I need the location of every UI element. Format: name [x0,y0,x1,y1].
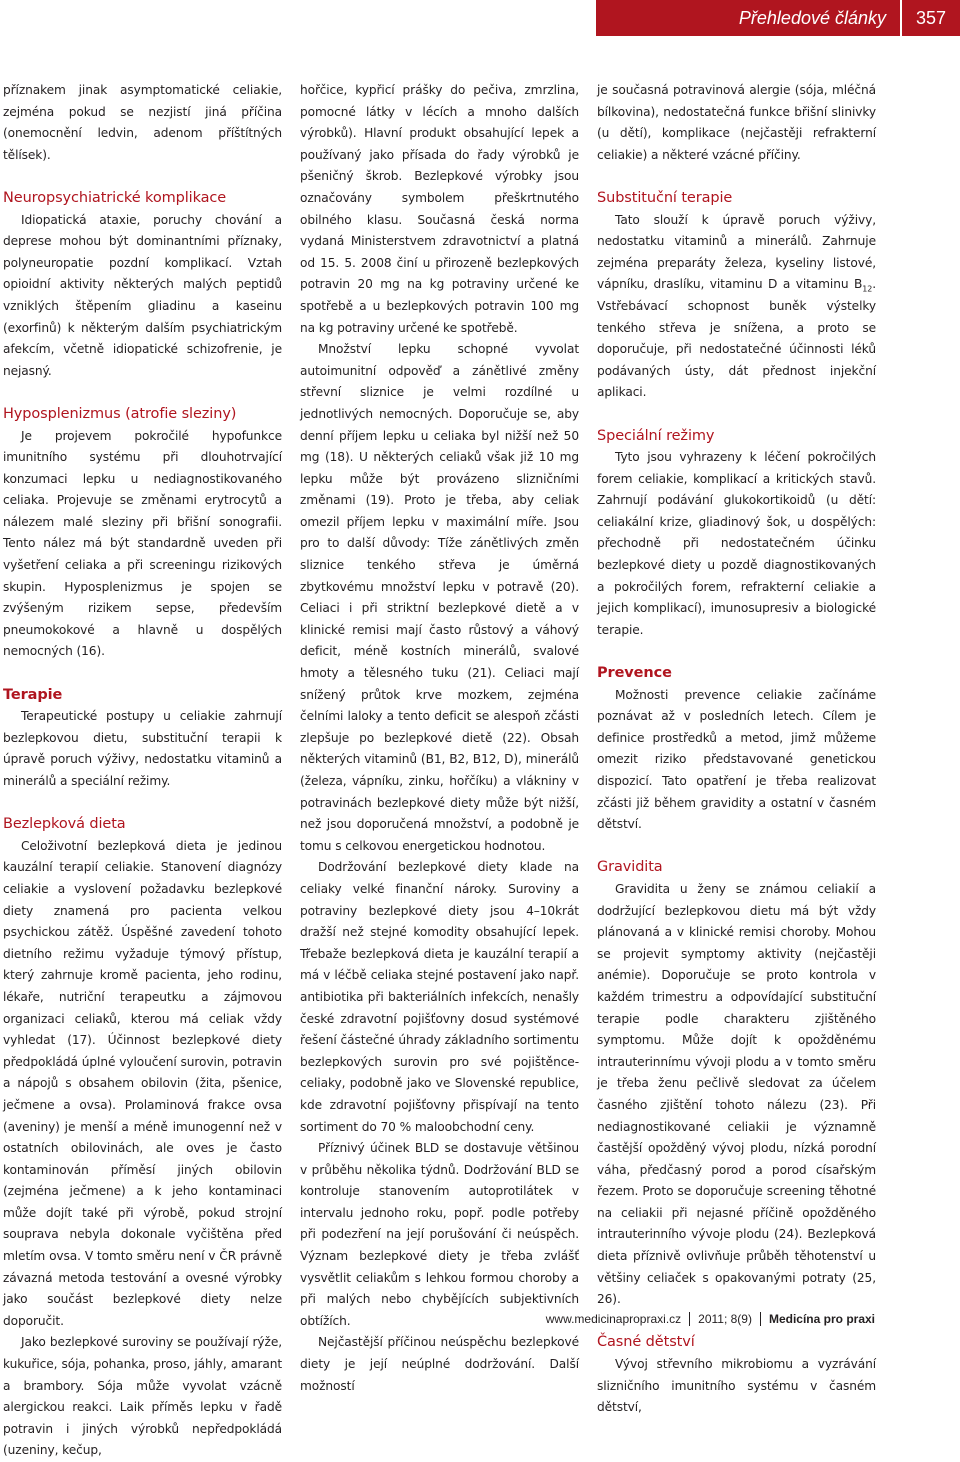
paragraph: Možnosti prevence celiakie začínáme poznávat až v posledních letech. Cílem je definice prostředků a metod, jimž můžeme omezit riziko představované genetickou dispozicí. Tato opatření je třeba realizovat zčásti již během gravidity a ostatní v časném dětství. [597,687,876,832]
footer-divider [760,1312,761,1326]
page-footer [546,1311,875,1327]
heading-special-regimes: Speciální režimy [597,427,715,444]
heading-pregnancy: Gravidita [597,859,663,876]
paragraph: Nejčastější příčinou neúspěchu bezlepkové diety je její neúplné dodržování. Další možností [300,1335,579,1393]
paragraph: hořčice, kypřicí prášky do pečiva, zmrzlina, pomocné látky v lécích a mnoho dalších výrobků). Hlavní produkt obsahující lepek a používaný jako přísada do řady výrobků je pšeničný škrob. Bezlepkové výrobky jsou označovány symbolem přeškrtnutého obilného klasu. Současná česká norma vydaná Ministerstvem zdravotnictví a platná od 15. 5. 2008 činí u přirozeně bezlepkových potravin 20 mg na kg potraviny určené ke spotřebě a u bezlepkových potravin 100 mg na kg potraviny určené ke spotřebě. [300,83,579,335]
heading-early-childhood: Časné dětství [597,1334,695,1351]
paragraph: Je projevem pokročilé hypofunkce imunitního systému při dlouhotrvající konzumaci lepku u nediagnostikovaného celiaka. Projevuje se změnami erytrocytů a nálezem malé sleziny při břišní sonografii. Tento nález má být standardně uveden při vyšetření celiaka a při screeningu rizikových skupin. Hyposplenizmus je spojen se zvýšeným rizikem sepse, především pneumokokové a hlavně u dospělých nemocných (16). [3,428,282,659]
heading-therapy: Terapie [3,686,63,703]
footer-divider [689,1312,690,1326]
paragraph: Terapeutické postupy u celiakie zahrnují bezlepkovou dietu, substituční terapii k úpravě poruch výživy, nedostatku vitaminů a minerálů a speciální režimy. [3,709,282,788]
paragraph: Tyto jsou vyhrazeny k léčení pokročilých forem celiakie, komplikací a kritických stavů. Zahrnují podávání glukokortikoidů (u dětí: celiakální krize, gliadinový šok, u dospělých: přechodně při nedostatečném účinku bezlepkové diety u pozdě diagnostikovaných a pokročilých forem, refrakterní celiakie a jejich komplikací), imunosupresiv a biologické terapie. [597,450,876,637]
header-bar [596,0,960,36]
heading-neuropsychiatric: Neuropsychiatrické komplikace [3,189,227,206]
website-link[interactable]: www.medicinapropraxi.cz [545,1312,682,1326]
heading-substitution-therapy: Substituční terapie [597,189,733,206]
paragraph: Celoživotní bezlepková dieta je jedinou kauzální terapií celiakie. Stanovení diagnózy celiakie a vyslovení požadavku bezlepkové diety znamená pro pacienta velkou psychickou zátěž. Úspěšné zavedení tohoto dietního režimu vyžaduje týmový přístup, který zahrnuje kromě pacienta, jeho rodinu, lékaře, nutriční terapeutku a zájmovou organizaci celiaků, kterou má celiak vždy vyhledat (17). Účinnost bezlepkové diety předpokládá úplné vyloučení surovin, potravin a nápojů s obsahem obilovin (žita, pšenice, ječmene a ovsa). Prolaminová frakce ovsa (aveniny) je menší a méně imunogenní než v ostatních obilovinách, ale oves je často kontaminován příměsí jiných obilovin (zejména ječmene) a k jeho kontaminaci může dojít také při výrobě, pokud strojní souprava nebyla dokonale vyčištěna před mletím ovsa. V tomto směru není v ČR právně závazná metoda testování a ovesné výrobky jako součást bezlepkové diety nelze doporučit. [3,838,282,1328]
paragraph: Vývoj střevního mikrobiomu a vyzrávání slizničního imunitního systému v časném dětství, [597,1357,876,1415]
section-title: Přehledové články [738,7,886,28]
column-1 [3,80,282,1458]
paragraph: je současná potravinová alergie (sója, mléčná bílkovina), nedostatečná funkce břišní slinivky (u dětí), komplikace (nejčastěji refrakterní celiakie) a některé vzácné příčiny. [597,83,876,162]
journal-name: Medicína pro praxi [768,1312,875,1326]
paragraph: Idiopatická ataxie, poruchy chování a deprese mohou být dominantními příznaky, polyneuropatie pozdní komplikací. Vztah opioidní aktivity některých malých peptidů vzniklých štěpením gliadinu a kaseinu (exorfinů) k některým dalším psychiatrickým afekcím, včetně idiopatické schizofrenie, je nejasný. [3,212,282,378]
paragraph: příznakem jinak asymptomatické celiakie, zejména pokud se nezjistí jiná příčina (onemocnění ledvin, adenom příštítných tělísek). [3,83,282,162]
paragraph: Gravidita u ženy se známou celiakií a dodržující bezlepkovou dietu má být vždy plánovaná a v klinické remisi choroby. Mohou se projevit symptomy aktivity (nejčastěji anémie). Doporučuje se proto kontrola v každém trimestru a odpovídající substituční terapie podle charakteru zjištěného symptomu. Může dojít k opožděnému intrauterinnímu vývoji plodu a v tomto směru je třeba ženu pečlivě sledovat za účelem časného zjištění tohoto nálezu (23). Při nediagnostikované celiakii je významně častější opožděný vývoj plodu, nízká porodní váha, předčasný porod a porod císařským řezem. Proto se doporučuje screening těhotné na celiakii při nejasné příčině opožděného intrauterinního vývoje plodu (24). Bezlepková dieta příznivě ovlivňuje průběh těhotenství u většiny celiaček s opakovanými potraty (25, 26). [597,881,876,1307]
heading-gluten-free-diet: Bezlepková dieta [3,816,126,833]
heading-prevention: Prevence [597,665,672,682]
column-2 [300,80,579,1393]
text-run: Tato slouží k úpravě poruch výživy, nedostatku vitaminů a minerálů. Zahrnuje zejména preparáty železa, kyseliny listové, vápníku, draslíku, vitaminu D a vitaminu B [597,212,876,292]
paragraph: Dodržování bezlepkové diety klade na celiaky velké finanční nároky. Suroviny a potraviny bezlepkové diety jsou 4–10krát dražší než stejné komodity obsahující lepek. Třebaže bezlepková dieta je kauzální terapií a má v léčbě celiaka stejné postavení jako např. antibiotika při bakteriálních infekcích, nenašly české zdravotní pojišťovny dosud systémové řešení částečné úhrady základního sortimentu bezlepkových surovin pro své pojištěnce-celiaky, podobně jako ve Slovenské republice, kde zdravotní pojišťovny přispívají na tento sortiment do 70 % maloobchodní ceny. [300,860,579,1134]
issue-info: 2011; 8(9) [698,1312,752,1326]
paragraph: Množství lepku schopné vyvolat autoimunitní odpověď a zánětlivé změny střevní sliznice je velmi rozdílné u jednotlivých nemocných. Doporučuje se, aby denní příjem lepku u celiaka byl nižší než 50 mg (18). U některých celiaků však již 10 mg lepku může být provázeno slizničními změnami (19). Proto je třeba, aby celiak omezil příjem lepku v maximální míře. Jsou pro to další důvody: Tíže zánětlivých změn sliznice tenkého střeva je úměrná zbytkovému množství lepku v potravě (20). Celiaci i při striktní bezlepkové dietě a v klinické remisi mají často růstový a váhový deficit, méně kostních minerálů, svalové hmoty a tělesného tuku (21). Celiaci mají snížený průtok krve mozkem, zejména čelními laloky a tento deficit se alespoň zčásti zlepšuje po bezlepkové dietě (22). Obsah některých vitaminů (B1, B2, B12, D), minerálů (železa, vápníku, zinku, hořčíku) a vlákniny v potravinách bezlepkové diety může být nižší, než jsou doporučená množství, a podobně je tomu s celkovou energetickou hodnotou. [300,342,579,853]
paragraph: Příznivý účinek BLD se dostavuje většinou v průběhu několika týdnů. Dodržování BLD se kontroluje stanovením autoprotilátek v intervalu jednoho roku, popř. podle potřeby při podezření na její porušování či neúspěch. Význam bezlepkové diety je třeba zvlášť vysvětlit celiakům s lehkou formou choroby a při malých nebo chybějících subjektivních obtížích. [300,1141,579,1328]
subscript: 12 [862,284,873,294]
heading-hyposplenism: Hyposplenizmus (atrofie sleziny) [3,405,237,422]
paragraph [597,210,876,404]
page-number: 357 [915,7,947,28]
paragraph: Jako bezlepkové suroviny se používají rýže, kukuřice, sója, pohanka, proso, jáhly, amarant a brambory. Sója může vyvolat vzácně alergickou reakci. Laik příměs lepku v řadě potravin i jiných výrobků nepředpokládá (uzeniny, kečup, [3,1335,282,1458]
text-run: . Vstřebávací schopnost buněk výstelky tenkého střeva je snížena, a proto se doporučuje, při nedostatečné účinnosti léků podávaných ústy, dát přednost injekční aplikaci. [597,277,876,400]
